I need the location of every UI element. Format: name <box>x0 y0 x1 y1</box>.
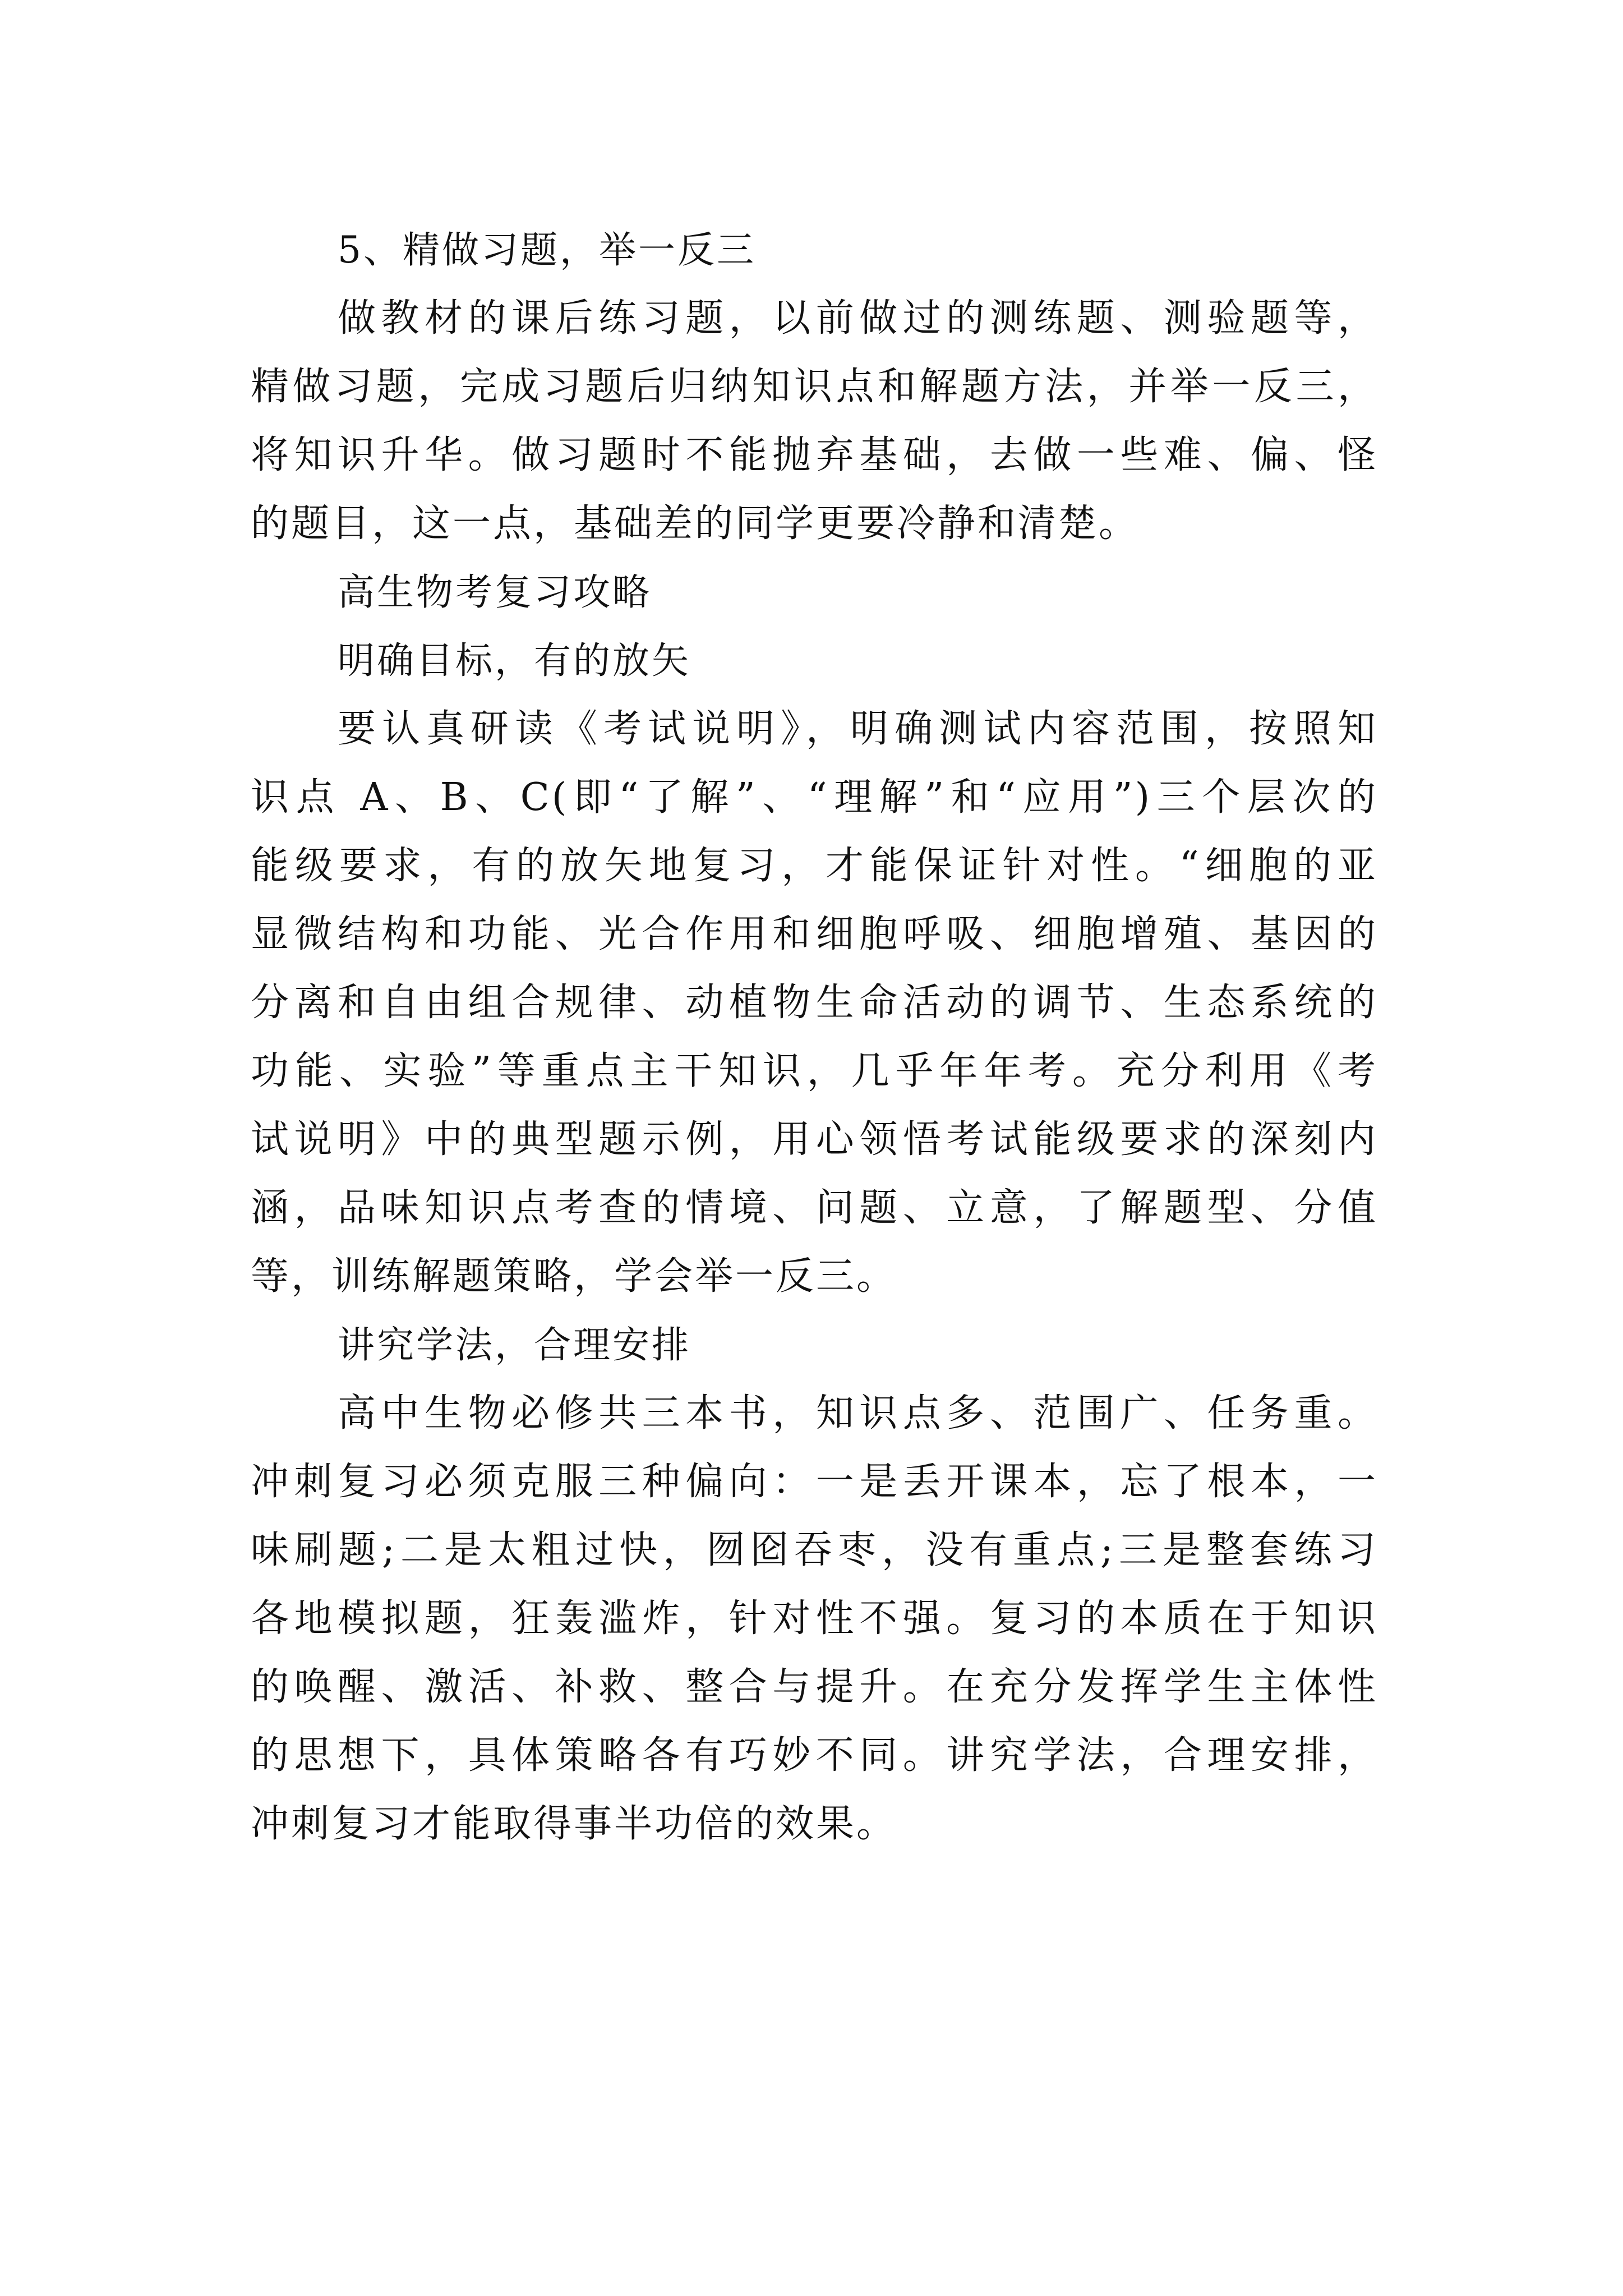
paragraph-line: 将知识升华。做习题时不能抛弃基础，去做一些难、偏、怪 <box>251 433 1378 477</box>
paragraph-line: 显微结构和功能、光合作用和细胞呼吸、细胞增殖、基因的 <box>251 912 1378 956</box>
paragraph-line: 味刷题;二是太粗过快，囫囵吞枣，没有重点;三是整套练习 <box>251 1528 1378 1572</box>
paragraph-line: 涵，品味知识点考查的情境、问题、立意，了解题型、分值 <box>251 1186 1378 1230</box>
paragraph-line: 要认真研读《考试说明》，明确测试内容范围，按照知 <box>338 707 1378 751</box>
paragraph-line: 分离和自由组合规律、动植物生命活动的调节、生态系统的 <box>251 981 1378 1025</box>
paragraph-line: 能级要求，有的放矢地复习，才能保证针对性。“细胞的亚 <box>251 844 1378 888</box>
paragraph-line: 冲刺复习才能取得事半功倍的效果。 <box>251 1802 897 1846</box>
paragraph-line: 试说明》中的典型题示例，用心领悟考试能级要求的深刻内 <box>251 1117 1378 1162</box>
paragraph-line: 识点 A、B、C(即“了解”、“理解”和“应用”)三个层次的 <box>251 775 1378 820</box>
subsection-heading: 明确目标，有的放矢 <box>338 639 691 682</box>
section-heading: 5、精做习题，举一反三 <box>338 228 756 272</box>
paragraph-line: 的唤醒、激活、补救、整合与提升。在充分发挥学生主体性 <box>251 1665 1378 1709</box>
paragraph-line: 功能、实验”等重点主干知识，几乎年年考。充分利用《考 <box>251 1049 1378 1093</box>
section-heading: 高生物考复习攻略 <box>338 570 652 614</box>
paragraph-line: 的思想下，具体策略各有巧妙不同。讲究学法，合理安排， <box>251 1733 1378 1778</box>
paragraph-line: 的题目，这一点，基础差的同学更要冷静和清楚。 <box>251 501 1140 546</box>
subsection-heading: 讲究学法，合理安排 <box>338 1323 691 1366</box>
paragraph-line: 精做习题，完成习题后归纳知识点和解题方法，并举一反三， <box>251 365 1378 409</box>
paragraph-line: 冲刺复习必须克服三种偏向：一是丢开课本，忘了根本，一 <box>251 1460 1378 1504</box>
paragraph-line: 高中生物必修共三本书，知识点多、范围广、任务重。 <box>338 1391 1378 1435</box>
paragraph-line: 各地模拟题，狂轰滥炸，针对性不强。复习的本质在于知识 <box>251 1596 1378 1641</box>
paragraph-line: 做教材的课后练习题，以前做过的测练题、测验题等， <box>338 296 1378 341</box>
paragraph-line: 等，训练解题策略，学会举一反三。 <box>251 1254 897 1299</box>
